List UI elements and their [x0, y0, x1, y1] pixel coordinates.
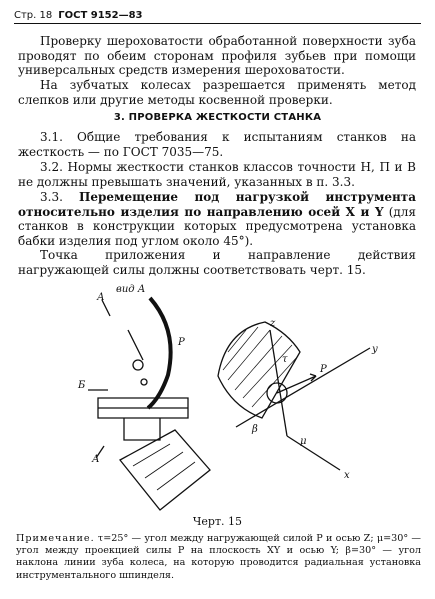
- label-view-a: вид А: [116, 284, 146, 295]
- label-p-right: P: [320, 364, 327, 375]
- item-3-3-title: Перемещение под нагрузкой инструмента относительно изделия по направлению осей X и Y: [18, 190, 416, 219]
- label-z: z: [270, 318, 276, 329]
- left-spindle-circle: [133, 360, 143, 370]
- page-number: Стр. 18: [14, 10, 53, 21]
- section-heading: 3. ПРОВЕРКА ЖЕСТКОСТИ СТАНКА: [113, 112, 322, 123]
- item-3-2: 3.2. Нормы жесткости станков классов точности Н, П и В не должны превышать значений, указанных в п. 3.3.: [18, 160, 416, 189]
- note-tau: τ=25° — угол между нагружающей силой P и осью Z;: [97, 533, 374, 544]
- label-y: y: [372, 344, 378, 355]
- y-axis-line: [287, 436, 340, 470]
- view-arrow-line: [128, 330, 143, 360]
- item-3-3-number: 3.3.: [40, 190, 63, 204]
- label-p-left: P: [178, 337, 185, 348]
- label-b: Б: [78, 380, 86, 391]
- left-arc: [148, 298, 171, 408]
- label-beta: β: [252, 424, 258, 435]
- figure-caption: Черт. 15: [192, 515, 243, 528]
- figure-note: [16, 533, 421, 582]
- paragraph-roughness: Проверку шероховатости обработанной поверхности зуба проводят по обеим сторонам профиля зубьев при помощи универсальных средств измерения шероховатости.: [18, 34, 416, 77]
- item-3-1: 3.1. Общие требования к испытаниям станков на жесткость — по ГОСТ 7035—75.: [18, 130, 416, 159]
- lower-part: [120, 430, 210, 510]
- left-small-circle: [141, 379, 147, 385]
- label-tau: τ: [282, 354, 288, 365]
- z-axis-line: [270, 330, 287, 436]
- label-a-top: А: [97, 292, 105, 303]
- standard-number: ГОСТ 9152—83: [58, 10, 143, 21]
- item-3-3-force: Точка приложения и направление действия нагружающей силы должны соответствовать черт. 15.: [18, 248, 416, 277]
- note-label: Примечание.: [16, 533, 95, 544]
- gear-section: [218, 322, 300, 418]
- paragraph-casts: На зубчатых колесах разрешается применять метод слепков или другие методы косвенной проверки.: [18, 78, 416, 107]
- note-mu: μ=30° — угол между проекцией силы P на плоскость XY и осью Y;: [16, 533, 421, 557]
- label-x: x: [344, 470, 350, 481]
- note-beta: β=30° — угол наклона линии зуба колеса, на которую проводится радиальная установка инструментального шпинделя.: [16, 545, 421, 581]
- label-mu: μ: [300, 436, 307, 447]
- x-axis-line: [236, 348, 370, 427]
- label-a-bottom: А: [92, 454, 100, 465]
- left-bracket: [124, 418, 160, 440]
- lower-hatch: [133, 444, 195, 490]
- item-3-3-text: (для станков в конструкции которых предусмотрена установка бабки изделия под углом около 45°).: [18, 204, 416, 248]
